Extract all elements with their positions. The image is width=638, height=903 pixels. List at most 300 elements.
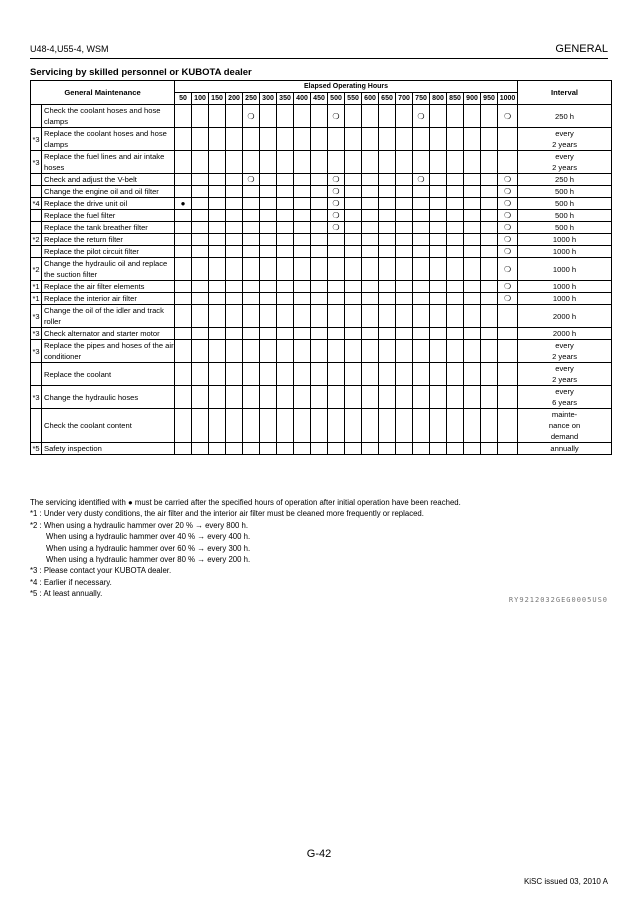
open-circle-icon: ❍ [503,211,512,220]
hours-header-cell: 400 [294,93,311,105]
hour-cell-800 [430,151,447,174]
hour-cell-950 [481,222,498,234]
hour-cell-850 [447,222,464,234]
hour-cell-700 [396,246,413,258]
hour-cell-750 [413,363,430,386]
table-row [31,305,612,328]
hour-cell-700 [396,174,413,186]
hour-cell-300 [260,210,277,222]
hour-cell-200 [226,386,243,409]
row-note: *3 [31,340,42,363]
hours-header-cell: 700 [396,93,413,105]
hour-cell-150 [209,105,226,128]
hour-cell-350 [277,443,294,455]
hour-cell-400 [294,210,311,222]
hour-cell-800 [430,234,447,246]
hours-header-cell: 650 [379,93,396,105]
hour-cell-150 [209,363,226,386]
hour-cell-900 [464,281,481,293]
legend-note-4: *4 : Earlier if necessary. [30,577,112,587]
hour-cell-950 [481,210,498,222]
hour-cell-250 [243,363,260,386]
hour-cell-100 [192,386,209,409]
hour-cell-50 [175,198,192,210]
table-row [31,198,612,210]
hour-cell-700 [396,210,413,222]
hour-cell-1000 [498,234,518,246]
row-task: Replace the drive unit oil [42,198,175,210]
hour-cell-350 [277,246,294,258]
open-circle-icon: ❍ [332,187,340,196]
hour-cell-600 [362,234,379,246]
row-note: *5 [32,444,40,453]
hour-cell-450 [311,105,328,128]
hours-header-cell: 150 [209,93,226,105]
hour-cell-650 [379,246,396,258]
interval-line: 250 h [555,175,575,184]
hour-cell-950 [481,258,498,281]
hour-cell-450 [311,246,328,258]
hour-cell-850 [447,174,464,186]
hour-cell-900 [464,128,481,151]
hour-cell-400 [294,234,311,246]
hour-cell-650 [379,210,396,222]
hour-cell-800 [430,174,447,186]
hour-cell-250 [243,222,260,234]
interval-line: 1000 h [552,247,577,256]
hour-cell-300 [260,386,277,409]
open-circle-icon: ❍ [503,175,512,184]
table-row [31,293,612,305]
hour-cell-400 [294,246,311,258]
hour-cell-450 [311,409,328,443]
hour-cell-600 [362,174,379,186]
hour-cell-850 [447,151,464,174]
hour-cell-850 [447,234,464,246]
hour-cell-650 [379,281,396,293]
interval-line: every [555,364,574,373]
open-circle-icon: ❍ [332,223,340,232]
hour-cell-200 [226,198,243,210]
hour-cell-550 [345,363,362,386]
row-task: Change the engine oil and oil filter [42,186,175,198]
open-circle-icon: ❍ [503,187,512,196]
hour-cell-850 [447,258,464,281]
hour-cell-850 [447,293,464,305]
row-task: Change the hydraulic hoses [42,386,175,409]
hour-cell-800 [430,293,447,305]
hour-cell-800 [430,443,447,455]
hour-cell-50 [175,409,192,443]
hour-cell-450 [311,151,328,174]
row-interval [518,293,612,305]
hour-cell-450 [311,258,328,281]
row-interval [518,363,612,386]
hour-cell-150 [209,246,226,258]
row-note: *2 [31,258,42,281]
row-interval [518,328,612,340]
hour-cell-500 [328,174,345,186]
hour-cell-300 [260,151,277,174]
hour-cell-450 [311,363,328,386]
hour-cell-400 [294,281,311,293]
hour-cell-650 [379,386,396,409]
open-circle-icon: ❍ [503,199,512,208]
hour-cell-750 [413,222,430,234]
hour-cell-400 [294,293,311,305]
hour-cell-600 [362,151,379,174]
hour-cell-950 [481,443,498,455]
hour-cell-400 [294,305,311,328]
row-note: *3 [32,329,40,338]
hour-cell-200 [226,234,243,246]
hour-cell-700 [396,363,413,386]
hour-cell-750 [413,258,430,281]
hour-cell-200 [226,128,243,151]
interval-line: 1000 h [552,235,577,244]
hour-cell-800 [430,305,447,328]
hour-cell-900 [464,305,481,328]
legend-note-2b: When using a hydraulic hammer over 40 % → every 400 h. [46,532,251,542]
hour-cell-150 [209,386,226,409]
hour-cell-100 [192,328,209,340]
hour-cell-50 [175,293,192,305]
hour-cell-400 [294,363,311,386]
hour-cell-200 [226,105,243,128]
hour-cell-700 [396,409,413,443]
hour-cell-450 [311,293,328,305]
hour-cell-750 [413,386,430,409]
hours-header-cell: 800 [430,93,447,105]
hour-cell-650 [379,305,396,328]
legend-note-2: *2 : When using a hydraulic hammer over 20 % → every 800 h. [30,520,248,530]
hour-cell-700 [396,328,413,340]
hour-cell-1000 [498,386,518,409]
open-circle-icon: ❍ [417,111,425,121]
hour-cell-950 [481,151,498,174]
hour-cell-1000 [498,128,518,151]
hours-header-cell: 1000 [498,93,518,105]
legend-note-1: *1 : Under very dusty conditions, the air filter and the interior air filter must be cleaned more frequently or replaced. [30,509,424,519]
row-interval [518,222,612,234]
row-interval [518,151,612,174]
hour-cell-250 [243,443,260,455]
hour-cell-300 [260,198,277,210]
interval-line: 2 years [552,163,577,172]
hour-cell-550 [345,151,362,174]
table-row [31,174,612,186]
hour-cell-500 [328,186,345,198]
hour-cell-750 [413,234,430,246]
hour-cell-300 [260,409,277,443]
row-task: Safety inspection [42,443,175,455]
hour-cell-600 [362,443,379,455]
hour-cell-350 [277,186,294,198]
hour-cell-850 [447,305,464,328]
row-interval [518,234,612,246]
hour-cell-850 [447,128,464,151]
row-task: Replace the pilot circuit filter [42,246,175,258]
hour-cell-300 [260,222,277,234]
hour-cell-550 [345,409,362,443]
hour-cell-200 [226,151,243,174]
hour-cell-850 [447,386,464,409]
hour-cell-200 [226,293,243,305]
open-circle-icon: ❍ [247,175,255,184]
hour-cell-800 [430,258,447,281]
hour-cell-600 [362,386,379,409]
hour-cell-100 [192,128,209,151]
row-note [31,409,42,443]
table-row [31,328,612,340]
hour-cell-850 [447,443,464,455]
hour-cell-850 [447,210,464,222]
hour-cell-450 [311,210,328,222]
hour-cell-700 [396,151,413,174]
hour-cell-850 [447,281,464,293]
hour-cell-150 [209,186,226,198]
legend-note-5: *5 : At least annually. [30,589,103,599]
row-note [31,222,42,234]
hour-cell-1000 [498,305,518,328]
hours-header-cell: 350 [277,93,294,105]
hour-cell-650 [379,105,396,128]
hour-cell-150 [209,258,226,281]
row-task: Replace the return filter [42,234,175,246]
hour-cell-600 [362,328,379,340]
hour-cell-250 [243,210,260,222]
row-note [31,210,42,222]
hour-cell-150 [209,305,226,328]
interval-line: nance on [548,421,581,430]
hour-cell-400 [294,386,311,409]
hour-cell-200 [226,222,243,234]
hour-cell-550 [345,386,362,409]
interval-line: 500 h [555,223,575,232]
hour-cell-900 [464,258,481,281]
hour-cell-1000 [498,174,518,186]
hour-cell-1000 [498,246,518,258]
interval-line: every [555,129,574,138]
open-circle-icon: ❍ [332,111,340,121]
hour-cell-550 [345,234,362,246]
hour-cell-550 [345,258,362,281]
hour-cell-100 [192,105,209,128]
hour-cell-150 [209,174,226,186]
row-interval [518,186,612,198]
open-circle-icon: ❍ [503,247,512,256]
hour-cell-700 [396,105,413,128]
hour-cell-100 [192,293,209,305]
row-interval [518,281,612,293]
hour-cell-900 [464,328,481,340]
row-note [31,186,42,198]
hour-cell-750 [413,128,430,151]
hour-cell-300 [260,128,277,151]
row-note: *3 [31,128,42,151]
hour-cell-400 [294,328,311,340]
table-row [31,234,612,246]
hour-cell-150 [209,409,226,443]
interval-line: 2 years [552,140,577,149]
hour-cell-250 [243,234,260,246]
hours-header-cell: 200 [226,93,243,105]
hour-cell-250 [243,258,260,281]
hour-cell-450 [311,174,328,186]
row-task: Replace the fuel lines and air intake hoses [42,151,175,174]
open-circle-icon: ❍ [503,294,512,303]
open-circle-icon: ❍ [503,264,512,274]
hour-cell-250 [243,246,260,258]
table-row [31,246,612,258]
row-note: *3 [31,386,42,409]
hour-cell-700 [396,258,413,281]
hour-cell-300 [260,186,277,198]
hour-cell-250 [243,293,260,305]
hour-cell-300 [260,105,277,128]
section-title: Servicing by skilled personnel or KUBOTA dealer [30,67,252,78]
hour-cell-300 [260,258,277,281]
hour-cell-500 [328,386,345,409]
hour-cell-1000 [498,328,518,340]
hour-cell-50 [175,386,192,409]
open-circle-icon: ❍ [503,235,512,244]
table-row [31,128,612,151]
hour-cell-550 [345,128,362,151]
hour-cell-1000 [498,105,518,128]
table-row [31,409,612,443]
row-task: Check and adjust the V-belt [42,174,175,186]
hour-cell-350 [277,105,294,128]
hour-cell-100 [192,210,209,222]
hour-cell-600 [362,258,379,281]
reference-code: RY9212032GEG0005US0 [508,596,608,604]
hour-cell-50 [175,246,192,258]
hour-cell-50 [175,174,192,186]
table-row [31,210,612,222]
hour-cell-150 [209,234,226,246]
hour-cell-200 [226,174,243,186]
hour-cell-550 [345,293,362,305]
hour-cell-700 [396,293,413,305]
hour-cell-750 [413,281,430,293]
hour-cell-100 [192,443,209,455]
hour-cell-600 [362,293,379,305]
row-note [31,105,42,128]
header-elapsed-hours: Elapsed Operating Hours [175,81,518,93]
issued-date: KiSC issued 03, 2010 A [523,877,608,886]
open-circle-icon: ❍ [503,111,512,121]
hour-cell-550 [345,328,362,340]
hour-cell-350 [277,386,294,409]
hour-cell-150 [209,128,226,151]
hour-cell-350 [277,293,294,305]
hour-cell-500 [328,305,345,328]
hour-cell-550 [345,174,362,186]
row-task: Change the oil of the idler and track roller [42,305,175,328]
interval-line: 2 years [552,375,577,384]
hour-cell-450 [311,198,328,210]
hour-cell-200 [226,363,243,386]
hour-cell-100 [192,174,209,186]
hour-cell-800 [430,386,447,409]
hour-cell-150 [209,198,226,210]
open-circle-icon: ❍ [503,223,512,232]
hour-cell-250 [243,340,260,363]
hour-cell-900 [464,222,481,234]
hour-cell-100 [192,186,209,198]
hour-cell-1000 [498,198,518,210]
hour-cell-200 [226,210,243,222]
hour-cell-800 [430,210,447,222]
hour-cell-800 [430,198,447,210]
hour-cell-700 [396,340,413,363]
hour-cell-650 [379,340,396,363]
hour-cell-600 [362,340,379,363]
hour-cell-550 [345,105,362,128]
hour-cell-50 [175,105,192,128]
hour-cell-600 [362,281,379,293]
interval-line: every [555,341,574,350]
hour-cell-150 [209,340,226,363]
table-row [31,151,612,174]
hour-cell-150 [209,443,226,455]
hour-cell-100 [192,363,209,386]
hour-cell-650 [379,258,396,281]
hour-cell-600 [362,128,379,151]
table-row [31,340,612,363]
hour-cell-300 [260,281,277,293]
open-circle-icon: ❍ [247,111,255,121]
hour-cell-350 [277,363,294,386]
hour-cell-450 [311,305,328,328]
hours-header-cell: 450 [311,93,328,105]
hour-cell-150 [209,151,226,174]
hour-cell-50 [175,328,192,340]
hour-cell-950 [481,246,498,258]
hour-cell-400 [294,151,311,174]
header-interval: Interval [518,81,612,105]
hour-cell-100 [192,198,209,210]
hour-cell-500 [328,409,345,443]
hour-cell-350 [277,174,294,186]
table-row [31,386,612,409]
hours-header-cell: 500 [328,93,345,105]
hour-cell-250 [243,105,260,128]
hour-cell-200 [226,258,243,281]
hour-cell-100 [192,258,209,281]
hours-header-cell: 50 [175,93,192,105]
solid-circle-icon: ● [180,199,186,208]
hour-cell-300 [260,443,277,455]
hour-cell-250 [243,186,260,198]
interval-line: annually [550,444,579,453]
hour-cell-650 [379,222,396,234]
row-task: Replace the coolant [42,363,175,386]
hour-cell-800 [430,128,447,151]
hour-cell-800 [430,105,447,128]
hour-cell-850 [447,409,464,443]
hour-cell-50 [175,363,192,386]
hour-cell-450 [311,328,328,340]
hour-cell-500 [328,293,345,305]
hour-cell-900 [464,198,481,210]
hour-cell-500 [328,246,345,258]
hour-cell-650 [379,198,396,210]
table-body [31,105,612,455]
hour-cell-350 [277,281,294,293]
hour-cell-900 [464,210,481,222]
